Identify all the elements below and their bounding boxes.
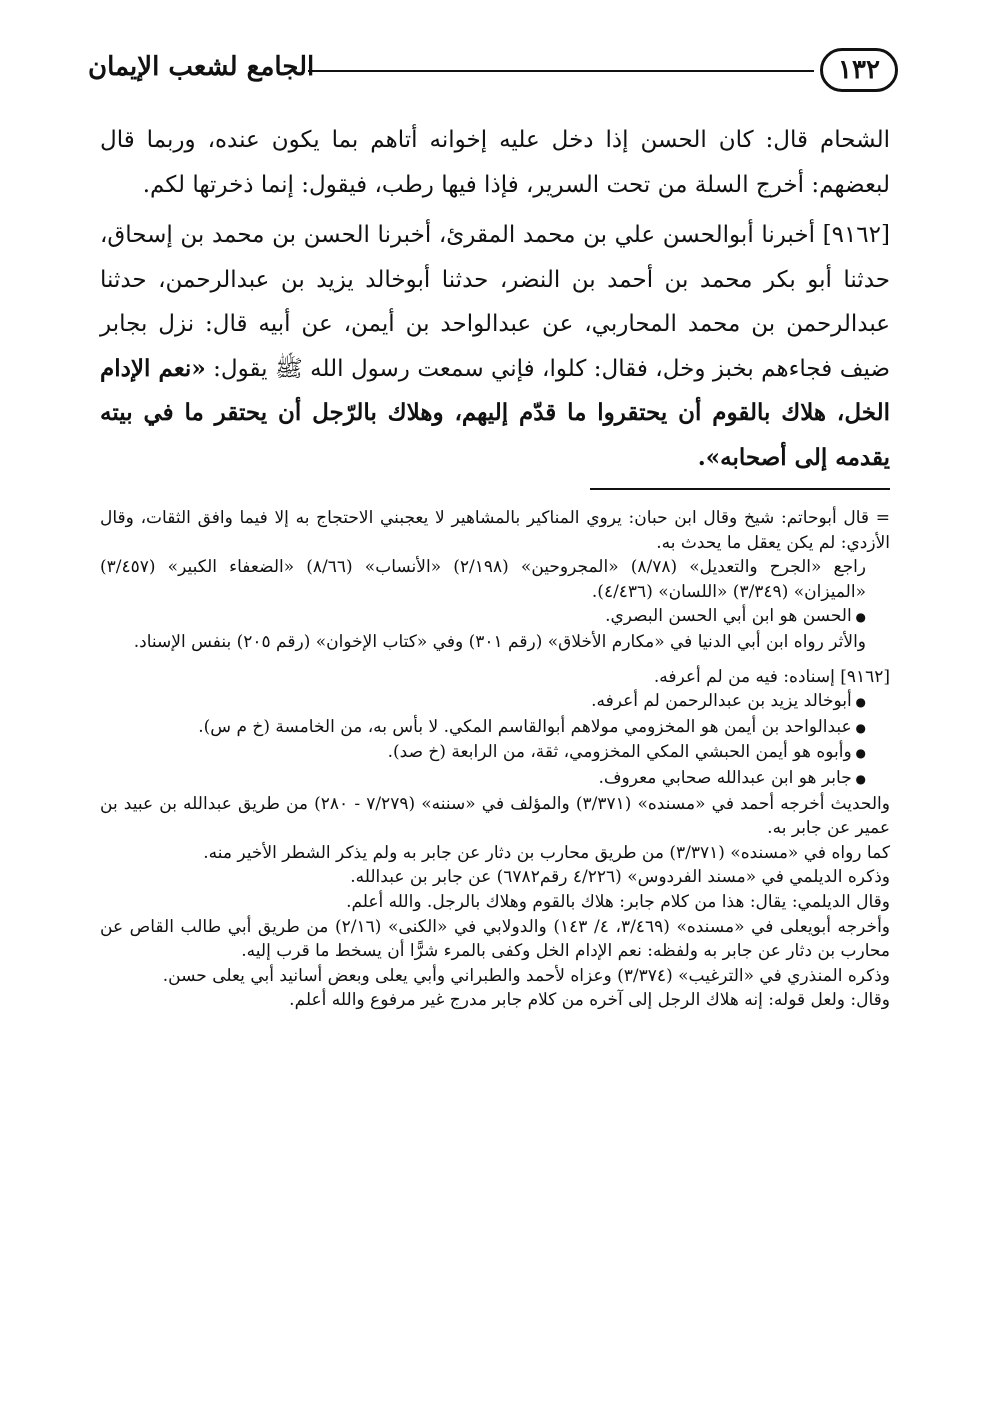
footnote-bullet: ● أبوخالد يزيد بن عبدالرحمن لم أعرفه.: [100, 689, 890, 715]
book-title: الجامع لشعب الإيمان: [88, 52, 315, 82]
header-rule: [308, 70, 814, 72]
footnote-heading: [٩١٦٢] إسناده: فيه من لم أعرفه.: [653, 666, 890, 687]
page-header: [88, 44, 898, 104]
footnote-gap: [100, 655, 890, 665]
footnote-bullet: ● جابر هو ابن عبدالله صحابي معروف.: [100, 766, 890, 792]
footnote-line: وقال: ولعل قوله: إنه هلاك الرجل إلى آخره من كلام جابر مدرج غير مرفوع والله أعلم.: [289, 990, 890, 1011]
footnote-bullet: ● عبدالواحد بن أيمن هو المخزومي مولاهم أبوالقاسم المكي. لا بأس به، من الخامسة (خ م س).: [100, 715, 890, 741]
footnote-bullet: ● الحسن هو ابن أبي الحسن البصري.: [100, 604, 890, 630]
hadith-text: «نعم الإدام الخل، هلاك بالقوم أن يحتقروا ما قدّم إليهم، وهلاك بالرّجل أن يحتقر ما في بيته يقدمه إلى أصحابه».: [100, 354, 890, 471]
footnote-line: والحديث أخرجه أحمد في «مسنده» (٣/٣٧١) والمؤلف في «سننه» (٧/٢٧٩ - ٢٨٠) من طريق عبدالله بن عبيد بن عمير عن جابر به.: [100, 793, 890, 839]
footnote-line: والأثر رواه ابن أبي الدنيا في «مكارم الأخلاق» (رقم ٣٠١) وفي «كتاب الإخوان» (رقم ٢٠٥) بنفس الإسناد.: [133, 631, 866, 652]
paragraph-hadith-chain: [100, 213, 890, 480]
footnote-line: وأخرجه أبويعلى في «مسنده» (٣/٤٦٩، ٤/ ١٤٣) والدولابي في «الكنى» (٢/١٦) من طريق أبي طالب القاص عن محارب بن دثار عن جابر به ولفظه: نعم الإدام الخل وكفى بالمرء شرًّا أن يسخط ما قرب إليه.: [100, 916, 890, 962]
page-number: ١٣٢: [820, 48, 898, 92]
footnote-line: = قال أبوحاتم: شيخ وقال ابن حبان: يروي المناكير بالمشاهير لا يعجبني الاحتجاج به إلا فيما وافق الثقات، وقال الأزدي: لم يكن يعقل ما يحدث به.: [100, 508, 890, 553]
isnad-text: [٩١٦٢] أخبرنا أبوالحسن علي بن محمد المقرئ، أخبرنا الحسن بن محمد بن إسحاق، حدثنا أبو بكر محمد بن أحمد بن النضر، حدثنا أبوخالد يزيد بن عبدالرحمن، حدثنا عبدالرحمن بن محمد المحاربي، عن عبدالواحد بن أيمن، عن أبيه قال: نزل بجابر ضيف فجاءهم بخبز وخل، فقال: كلوا، فإني سمعت رسول الله ﷺ يقول:: [100, 222, 890, 382]
paragraph: الشحام قال: كان الحسن إذا دخل عليه إخوانه أتاهم بما يكون عنده، وربما قال لبعضهم: أخرج السلة من تحت السرير، فإذا فيها رطب، فيقول: إنما ذخرتها لكم.: [100, 127, 890, 198]
footnote-line: وقال الديلمي: يقال: هذا من كلام جابر: هلاك بالقوم وهلاك بالرجل. والله أعلم.: [346, 891, 890, 912]
footnote-bullet: ● وأبوه هو أيمن الحبشي المكي المخزومي، ثقة، من الرابعة (خ صد).: [100, 740, 890, 766]
footnote-line: كما رواه في «مسنده» (٣/٣٧١) من طريق محارب بن دثار عن جابر به ولم يذكر الشطر الأخير منه.: [203, 842, 890, 863]
footnote-line: راجع «الجرح والتعديل» (٨/٧٨) «المجروحين» (٢/١٩٨) «الأنساب» (٨/٦٦) «الضعفاء الكبير» (٣/٤٥٧) «الميزان» (٣/٣٤٩) «اللسان» (٤/٤٣٦).: [100, 557, 867, 602]
footnote-separator: [590, 488, 890, 490]
footnote-line: وذكره الديلمي في «مسند الفردوس» (٤/٢٢٦ رقم٦٧٨٢) عن جابر بن عبدالله.: [350, 867, 890, 888]
main-text: [100, 118, 890, 480]
footnotes: [100, 506, 890, 1013]
footnote-line: وذكره المنذري في «الترغيب» (٣/٣٧٤) وعزاه لأحمد والطبراني وأبي يعلى وبعض أسانيد أبي يعلى حسن.: [162, 965, 890, 986]
